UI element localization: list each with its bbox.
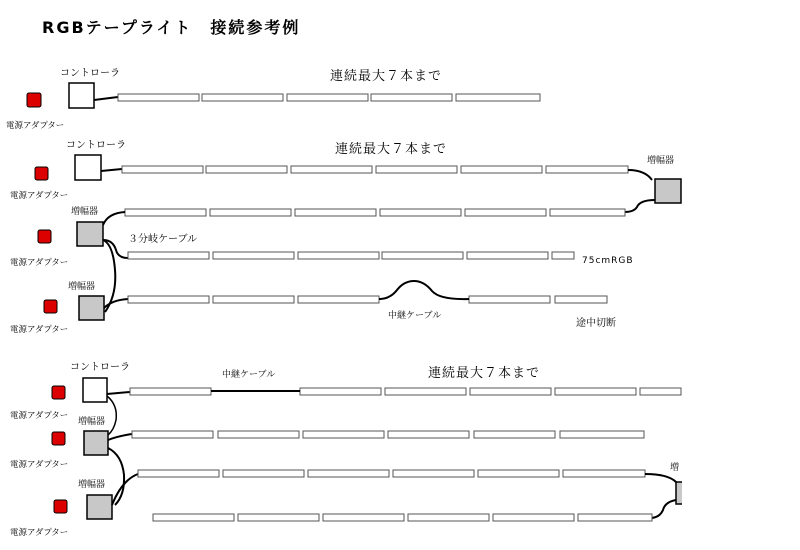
relay-cable-wire	[379, 281, 469, 299]
tape-segment	[287, 94, 368, 101]
tape-row-3d	[153, 514, 652, 521]
power-adapter-icon	[35, 167, 48, 180]
amplifier-box-right	[655, 179, 681, 203]
power-adapter-label: 電源アダプター	[10, 411, 69, 421]
amplifier-label-right: 増幅器	[647, 156, 675, 166]
cut-midway-label: 途中切断	[576, 318, 616, 329]
image-edge-mask	[682, 140, 800, 550]
rgb-75cm-label: 75cmRGB	[582, 256, 634, 266]
tape-segment	[371, 94, 452, 101]
tape-row-2c	[128, 252, 574, 259]
amplifier-label: 増幅器	[78, 480, 106, 490]
controller-box	[75, 155, 101, 180]
amplifier-box	[84, 431, 108, 455]
example-3	[10, 361, 688, 538]
max-seven-note-1: 連続最大７本まで	[330, 69, 443, 84]
page-title: RGBテープライト 接続参考例	[42, 18, 301, 37]
tape-row-2d	[128, 296, 607, 303]
power-adapter-label: 電源アダプター	[10, 325, 69, 335]
amplifier-label-right: 増	[670, 463, 680, 473]
power-adapter-label: 電源アダプター	[10, 460, 69, 470]
relay-cable-label: 中継ケーブル	[222, 370, 276, 380]
power-adapter-label: 電源アダプター	[10, 528, 69, 538]
controller-wire	[94, 97, 118, 100]
tape-to-amplifier-wire	[645, 474, 676, 482]
amp-to-tape-wire	[108, 434, 132, 440]
controller-wire	[101, 169, 122, 171]
power-adapter-label: 電源アダプター	[10, 191, 69, 201]
split-cable-label: ３分岐ケーブル	[128, 234, 198, 245]
tape-row-3c	[138, 470, 645, 477]
controller-box	[69, 83, 94, 108]
power-adapter-icon	[54, 500, 67, 513]
relay-cable-label: 中継ケーブル	[388, 311, 442, 321]
controller-label: コントローラ	[60, 68, 120, 79]
power-adapter-label: 電源アダプター	[6, 121, 65, 131]
tape-segment	[118, 94, 199, 101]
max-seven-note-3: 連続最大７本まで	[428, 366, 541, 381]
tape-row-2a	[122, 166, 628, 173]
tape-row-2b	[125, 209, 625, 216]
power-adapter-icon	[52, 386, 65, 399]
power-adapter-icon	[27, 93, 41, 107]
amplifier-return-wire	[652, 500, 676, 518]
tape-row-1	[118, 94, 540, 101]
example-1	[6, 67, 540, 131]
tape-segment	[202, 94, 283, 101]
power-adapter-icon	[52, 432, 65, 445]
controller-amp-link	[107, 396, 116, 435]
amp-to-tape-wire	[103, 212, 125, 225]
amplifier-label: 増幅器	[68, 282, 96, 292]
controller-box	[83, 378, 107, 402]
amplifier-box	[79, 296, 104, 320]
tape-segment	[456, 94, 540, 101]
amplifier-box	[77, 222, 103, 246]
example-2	[10, 139, 681, 335]
controller-label: コントローラ	[70, 362, 130, 373]
controller-wire	[107, 392, 130, 394]
amplifier-label: 増幅器	[71, 207, 99, 217]
max-seven-note-2: 連続最大７本まで	[335, 142, 448, 157]
tape-to-amplifier-wire	[628, 170, 652, 180]
amplifier-label: 増幅器	[78, 417, 106, 427]
amplifier-box	[87, 495, 112, 519]
power-adapter-icon	[38, 230, 51, 243]
power-adapter-icon	[44, 300, 57, 313]
controller-label: コントローラ	[66, 140, 126, 151]
power-adapter-label: 電源アダプター	[10, 258, 69, 268]
tape-row-3b	[132, 431, 644, 438]
amplifier-return-wire	[625, 200, 655, 212]
